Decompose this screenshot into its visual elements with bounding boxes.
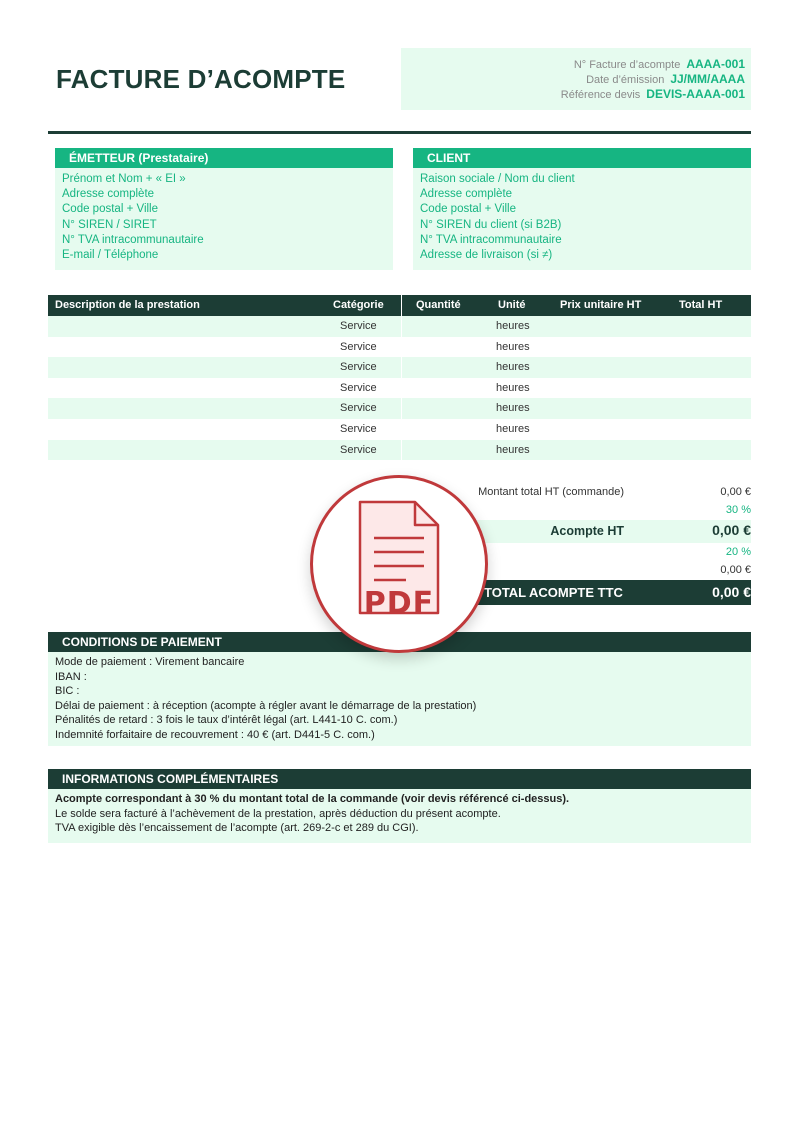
client-line: Raison sociale / Nom du client [420,173,575,185]
invoice-number-value: AAAA-001 [686,57,745,71]
row-separator [401,398,402,419]
table-row [48,419,751,440]
row-unit: heures [496,443,530,456]
vat-rate-value: 20 % [725,546,751,558]
total-ttc-value: 0,00 € [712,584,751,600]
col-description: Description de la prestation [55,299,200,311]
info-line: Le solde sera facturé à l’achèvement de la prestation, après déduction du présent acompte. [55,807,501,820]
deposit-rate-value: 30 % [725,504,751,516]
payment-line: Indemnité forfaitaire de recouvrement : 40 € (art. D441-5 C. com.) [55,728,375,741]
table-row [48,357,751,378]
emitter-block [55,148,393,270]
client-line: N° SIREN du client (si B2B) [420,218,562,231]
emitter-line: E-mail / Téléphone [62,249,159,262]
issue-date-label: Date d’émission [586,74,665,86]
vat-amount-value: 0,00 € [720,564,751,576]
client-details [413,168,751,270]
row-category: Service [340,320,377,332]
col-unit-price: Prix unitaire HT [560,299,642,311]
quote-reference-value: DEVIS-AAAA-001 [646,87,745,101]
payment-heading: CONDITIONS DE PAIEMENT [48,632,751,652]
row-category: Service [340,361,377,374]
info-heading: INFORMATIONS COMPLÉMENTAIRES [48,769,751,789]
row-unit: heures [496,361,530,374]
row-category: Service [340,422,377,435]
pdf-badge[interactable] [310,475,488,653]
invoice-number-label: N° Facture d’acompte [573,59,681,71]
row-category: Service [340,402,377,415]
row-category: Service [340,340,377,353]
issue-date-value: JJ/MM/AAAA [670,72,745,86]
header-divider [48,131,751,134]
emitter-heading: ÉMETTEUR (Prestataire) [55,148,393,168]
emitter-line: Code postal + Ville [62,203,159,216]
total-ht-label: Montant total HT (commande) [478,486,624,498]
emitter-line: Adresse complète [62,188,155,201]
payment-line: IBAN : [55,670,87,683]
quote-reference-row [561,87,745,101]
client-line: Adresse complète [420,188,513,201]
client-line: Adresse de livraison (si ≠) [420,249,553,262]
row-separator [401,316,402,337]
invoice-meta-box [401,48,751,110]
client-line: Code postal + Ville [420,203,517,216]
row-separator [401,357,402,378]
info-details [48,789,751,843]
row-unit: heures [496,381,530,394]
payment-line: Délai de paiement : à réception (acompte à régler avant le démarrage de la prestation) [55,699,477,712]
table-row [48,337,751,358]
client-block [413,148,751,270]
quote-reference-label: Référence devis [560,89,641,101]
total-ttc-label: TOTAL ACOMPTE TTC [484,585,623,600]
total-ht-value: 0,00 € [720,486,751,498]
services-table [48,295,751,460]
emitter-details [55,168,393,270]
table-row [48,378,751,399]
payment-line: BIC : [55,685,80,698]
pdf-file-icon [310,475,488,653]
col-category: Catégorie [333,299,384,311]
emitter-line: N° TVA intracommunautaire [62,233,204,246]
payment-details [48,652,751,746]
row-separator [401,337,402,358]
emitter-line: N° SIREN / SIRET [62,218,157,231]
client-heading: CLIENT [413,148,751,168]
emitter-line: Prénom et Nom + « EI » [62,173,186,185]
col-total: Total HT [679,299,723,311]
info-line-bold: Acompte correspondant à 30 % du montant total de la commande (voir devis référencé ci-dessus). [55,793,570,805]
table-row [48,398,751,419]
row-separator [401,378,402,399]
header-separator [401,295,402,316]
row-unit: heures [496,340,530,353]
payment-line: Mode de paiement : Virement bancaire [55,656,245,668]
info-line: TVA exigible dès l’encaissement de l’acompte (art. 269-2-c et 289 du CGI). [55,822,419,835]
table-row [48,316,751,337]
issue-date-row [586,72,745,86]
row-separator [401,440,402,461]
page-title: FACTURE D’ACOMPTE [56,64,346,94]
invoice-number-row [574,57,745,71]
row-category: Service [340,443,377,456]
row-unit: heures [496,402,530,415]
deposit-ht-label: Acompte HT [550,524,624,538]
table-row [48,440,751,461]
payment-line: Pénalités de retard : 3 fois le taux d’intérêt légal (art. L441-10 C. com.) [55,714,398,727]
pdf-label: PDF [363,586,435,621]
row-category: Service [340,381,377,394]
col-unit: Unité [498,299,526,311]
row-separator [401,419,402,440]
table-header [48,295,751,316]
row-unit: heures [496,320,530,332]
row-unit: heures [496,422,530,435]
col-quantity: Quantité [416,299,461,311]
client-line: N° TVA intracommunautaire [420,233,562,246]
deposit-ht-value: 0,00 € [712,522,751,538]
